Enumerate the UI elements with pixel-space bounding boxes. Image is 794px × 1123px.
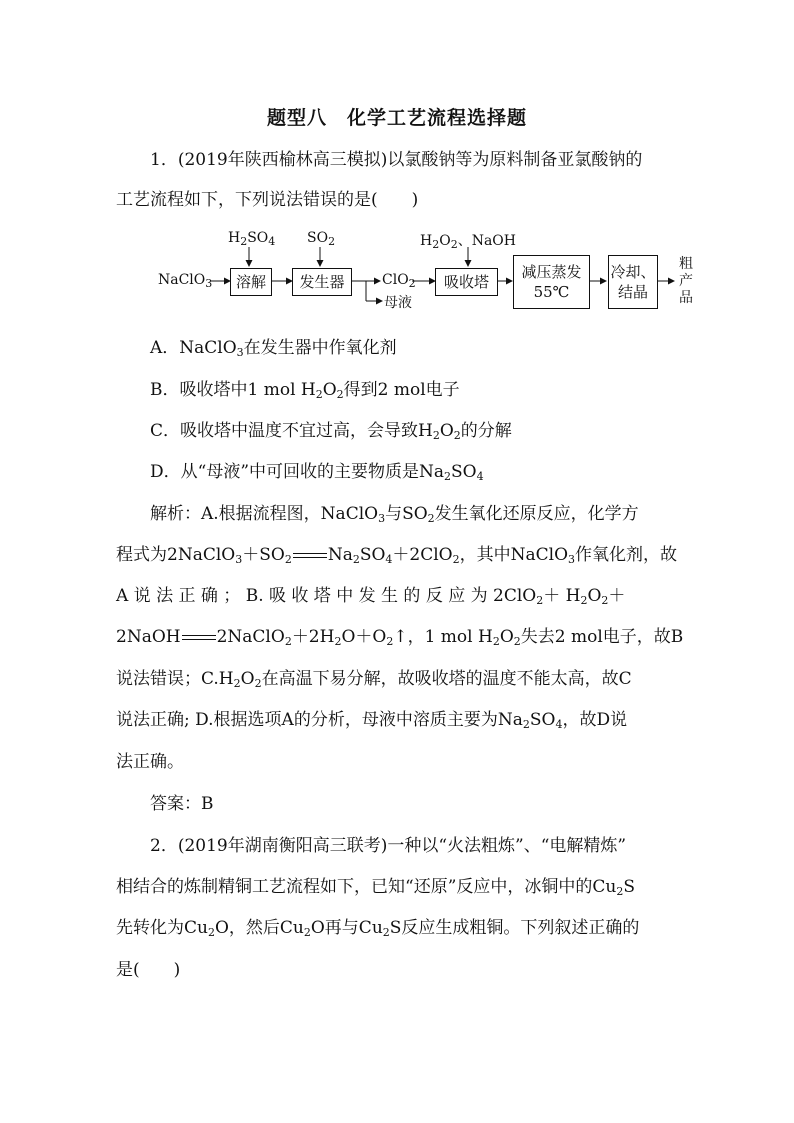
flow-start-naclo3: NaClO$_3$ [158, 272, 213, 290]
q1-option-b: B．吸收塔中1 mol $H_2O_2$得到2 mol电子 [150, 380, 460, 401]
q2-line2: 相结合的炼制精铜工艺流程如下，已知“还原”反应中，冰铜中的$Cu_2S$ [116, 877, 635, 898]
flow-clo2: ClO$_2$ [382, 272, 416, 290]
equals-sign [182, 633, 216, 643]
analysis-line2: 程式为$2NaClO_3+SO_2$ $Na_2SO_4+2ClO_2$，其中NaClO$_3$作氧化剂，故 [116, 545, 678, 566]
analysis-line7: 法正确。 [116, 752, 184, 772]
flow-box-cool-crystallize [608, 255, 658, 309]
analysis-line3: A 说 法 正 确 ； B. 吸 收 塔 中 发 生 的 反 应 为 $2ClO_2+ H_2O_2+$ [116, 586, 626, 607]
flow-reagent-so2: $SO_2$ [307, 230, 336, 248]
equals-sign [293, 551, 327, 561]
flow-reagent-h2so4: $H_2SO_4$ [228, 230, 276, 248]
flow-reagent-h2o2-naoh: $H_2O_2$、NaOH [420, 233, 516, 251]
q2-line4: 是( ) [116, 960, 181, 980]
crystallize-label: 结晶 [617, 283, 648, 301]
flow-box-absorption-tower: 吸收塔 [435, 268, 498, 296]
flow-box-evaporation [513, 255, 590, 309]
analysis-line1: 解析：A.根据流程图，NaClO$_3$与$SO_2$发生氧化还原反应，化学方 [150, 504, 639, 525]
q1-option-d: D．从“母液”中可回收的主要物质是$Na_2SO_4$ [150, 462, 484, 483]
evaporation-label: 减压蒸发 [521, 263, 582, 281]
evaporation-temp: 55℃ [533, 283, 570, 301]
cool-label: 冷却、 [610, 263, 656, 281]
q1-answer: 答案：B [150, 794, 214, 814]
q1-stem-line2: 工艺流程如下，下列说法错误的是( ) [116, 190, 419, 210]
analysis-line6: 说法正确; D.根据选项A的分析，母液中溶质主要为$Na_2SO_4$，故D说 [116, 710, 628, 731]
process-flow-diagram [150, 228, 710, 328]
flow-box-generator: 发生器 [292, 268, 352, 296]
q2-line3: 先转化为$Cu_2O$，然后$Cu_2O$再与$Cu_2S$反应生成粗铜。下列叙述正确的 [116, 918, 640, 939]
q2-line1: 2．(2019年湖南衡阳高三联考)一种以“火法粗炼”、“电解精炼” [150, 836, 627, 856]
q1-option-c: C．吸收塔中温度不宜过高，会导致$H_2O_2$的分解 [150, 421, 512, 442]
q1-option-a: A．NaClO$_3$在发生器中作氧化剂 [150, 338, 397, 359]
section-title: 题型八 化学工艺流程选择题 [266, 107, 527, 129]
flow-mother-liquor: 母液 [384, 295, 412, 311]
flow-crude-product: 粗产品 [679, 256, 693, 306]
analysis-line4: 2NaOH $2NaClO_2+2H_2O+O_2↑$，1 mol $H_2O_2$失去2 mol电子，故B [116, 627, 684, 648]
q1-stem-line1: 1．(2019年陕西榆林高三模拟)以氯酸钠等为原料制备亚氯酸钠的 [150, 150, 643, 170]
flow-box-dissolve: 溶解 [230, 268, 272, 296]
analysis-line5: 说法错误；$C.H_2O_2$在高温下易分解，故吸收塔的温度不能太高，故C [116, 669, 632, 690]
